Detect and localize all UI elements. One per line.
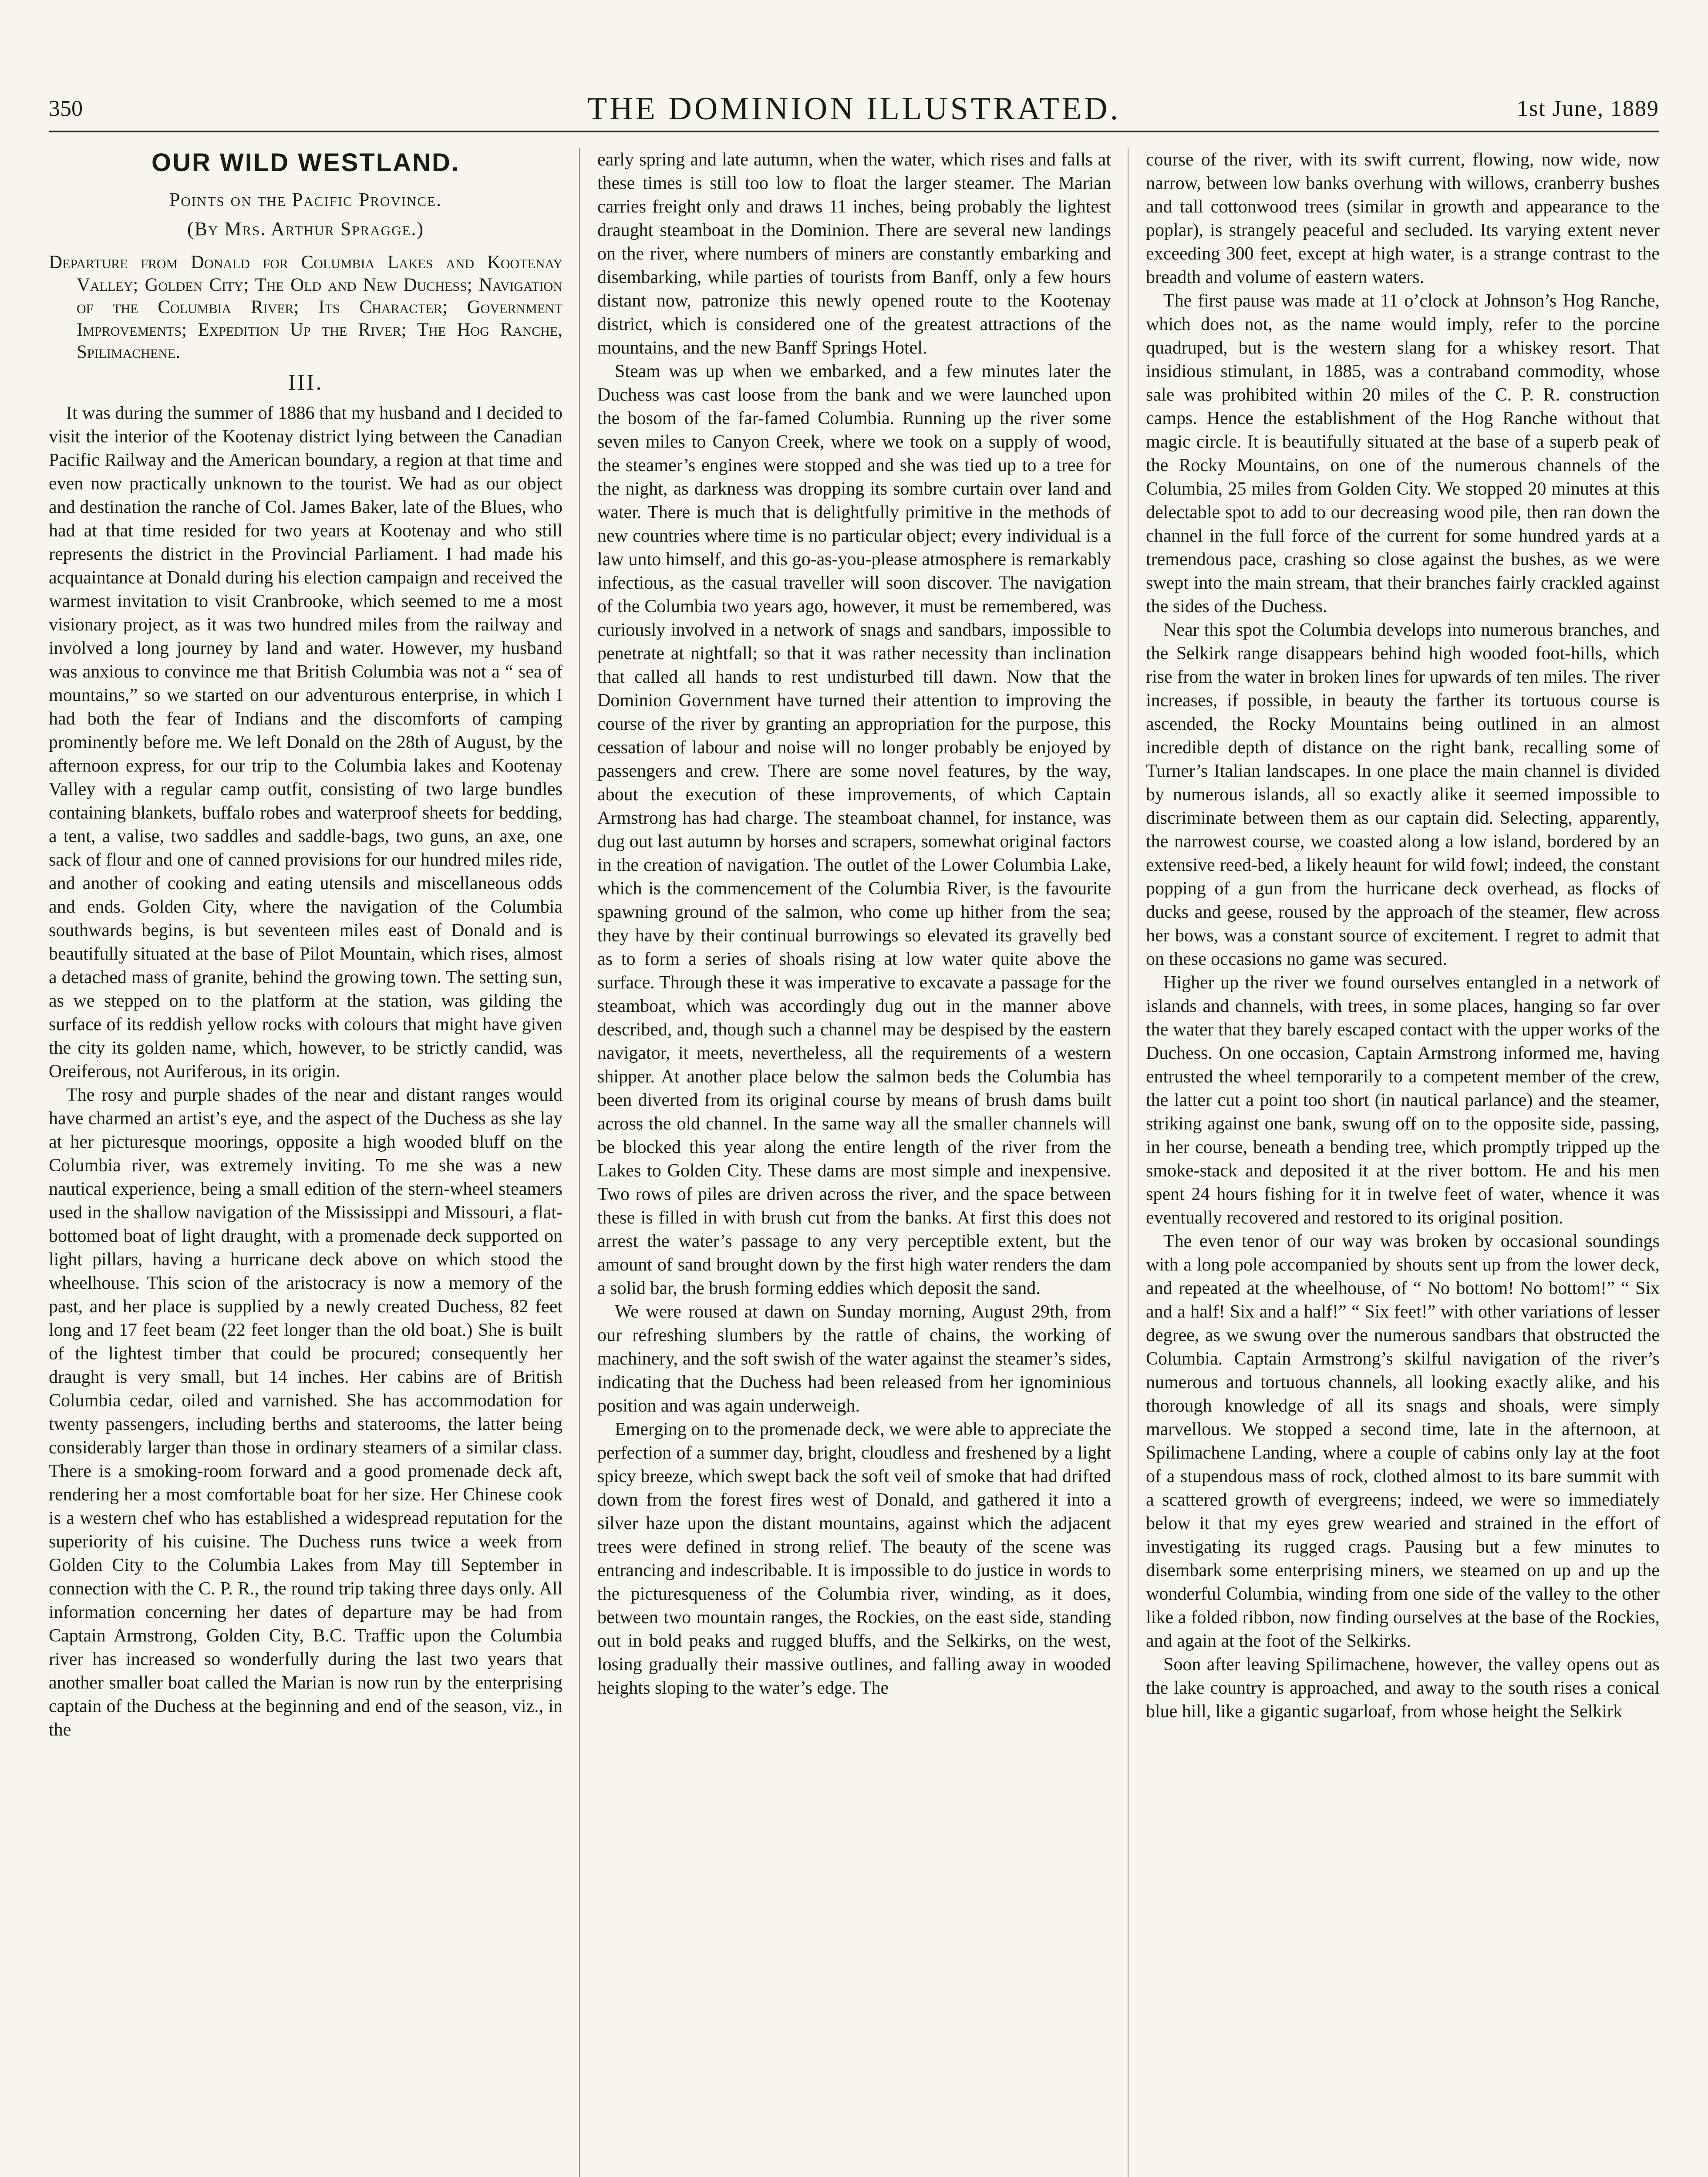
article-subtitle: Points on the Pacific Province. [169,189,442,210]
paragraph: course of the river, with its swift current, flowing, now wide, now narrow, between low banks overhung with willows, cranberry bushes and tall cottonwood trees (similar in growth and appearance to the poplar), is strangely peaceful and secluded. Its varying extent never exceeding 300 feet, except at high water, is a strange contrast to the breadth and volume of eastern waters. [1146,150,1660,287]
issue-date: 1st June, 1889 [1517,96,1659,121]
running-head [49,91,1659,125]
paragraph: Higher up the river we found ourselves entangled in a network of islands and channels, with trees, in some places, hanging so far over the water that they barely escaped contact with the upper works of the Duchess. On one occasion, Captain Armstrong informed me, having entrusted the wheel temporarily to a competent member of the crew, the latter cut a point too short (in nautical parlance) and the steamer, striking against one bank, swung off on to the opposite side, passing, in her course, beneath a bending tree, which promptly tripped up the smoke-stack and deposited it at the river bottom. He and his men spent 24 hours fishing for it in twelve feet of water, whence it was eventually recovered and restored to its original position. [1146,973,1660,1228]
column-2 [597,148,1111,2177]
paragraph: Steam was up when we embarked, and a few minutes later the Duchess was cast loose from the bank and we were launched upon the bosom of the far-famed Columbia. Running up the river some seven miles to Canyon Creek, where we took on a supply of wood, the steamer’s engines were stopped and she was tied up to a tree for the night, as darkness was dropping its sombre curtain over land and water. There is much that is delightfully primitive in the methods of new countries where time is no particular object; every individual is a law unto himself, and this go-as-you-please atmosphere is remarkably infectious, as the casual traveller will soon discover. The navigation of the Columbia two years ago, however, it must be remembered, was curiously involved in a network of snags and sandbars, impossible to penetrate at nightfall; so that it was rather necessity than inclination that called all hands to rest undisturbed till dawn. Now that the Dominion Government have turned their attention to improving the course of the river by granting an appropriation for the purpose, this cessation of labour and noise will no longer probably be enjoyed by passengers and crew. There are some novel features, by the way, about the execution of these improvements, of which Captain Armstrong has had charge. The steamboat channel, for instance, was dug out last autumn by horses and scrapers, somewhat original factors in the creation of navigation. The outlet of the Lower Columbia Lake, which is the commencement of the Columbia River, is the favourite spawning ground of the salmon, who come up hither from the sea; they have by their continual burrowings so elevated its gravelly bed as to form a series of shoals rising at low water quite above the surface. Through these it was imperative to excavate a passage for the steamboat, which was accordingly dug out in the manner above described, and, though such a channel may be despised by the eastern navigator, it meets, nevertheless, all the requirements of a western shipper. At another place below the salmon beds the Columbia has been diverted from its original course by means of brush dams built across the old channel. In the same way all the smaller channels will be blocked this year along the entire length of the river from the Lakes to Golden City. These dams are most simple and inexpensive. Two rows of piles are driven across the river, and the space between these is filled in with brush cut from the banks. At first this does not arrest the water’s passage to any very perceptible extent, but the amount of sand brought down by the first high water renders the dam a solid bar, the brush forming eddies which deposit the sand. [597,361,1111,1298]
article-title: OUR WILD WESTLAND. [151,148,460,177]
article-synopsis: Departure from Donald for Columbia Lakes and Kootenay Valley; Golden City; The Old and New Duchess; Navigation of the Columbia River; Its Character; Government Improvements; Expedition Up the River; The Hog Ranche, Spilimachene. [49,252,563,363]
paragraph: Soon after leaving Spilimachene, however, the valley opens out as the lake country is approached, and away to the south rises a conical blue hill, like a gigantic sugarloaf, from whose height the Selkirk [1146,1655,1660,1722]
paragraph: The first pause was made at 11 o’clock at Johnson’s Hog Ranche, which does not, as the name would imply, refer to the porcine quadruped, but is the western slang for a whiskey resort. That insidious stimulant, in 1885, was a contraband commodity, whose sale was prohibited within 20 miles of the C. P. R. construction camps. Hence the establishment of the Hog Ranche without that magic circle. It is beautifully situated at the base of a superb peak of the Rocky Mountains, on one of the numerous channels of the Columbia, 25 miles from Golden City. We stopped 20 minutes at this delectable spot to add to our decreasing wood pile, then ran down the channel in the full force of the current for some hundred yards at a tremendous pace, crashing so close against the bushes, as we were swept into the main stream, that their branches fairly crackled against the sides of the Duchess. [1146,291,1660,617]
paragraph: Near this spot the Columbia develops into numerous branches, and the Selkirk range disappears behind high wooded foot-hills, which rise from the water in broken lines for upwards of ten miles. The river increases, if possible, in beauty the farther its tortuous course is ascended, the Rocky Mountains being outlined in an almost incredible depth of distance on the right bank, recalling some of Turner’s Italian landscapes. In one place the main channel is divided by numerous islands, all so exactly alike it seemed impossible to discriminate between them as our captain did. Selecting, apparently, the narrowest course, we coasted along a low island, bordered by an extensive reed-bed, a likely heaunt for wild fowl; indeed, the constant popping of a gun from the hurricane deck overhead, as flocks of ducks and geese, roused by the approach of the steamer, flew across her bows, was a constant source of excitement. I regret to admit that on these occasions no game was secured. [1146,620,1660,969]
column-3 [1146,148,1660,2177]
header-rule [49,131,1659,132]
page-number: 350 [49,96,83,121]
article-byline: (By Mrs. Arthur Spragge.) [187,218,424,239]
paragraph: We were roused at dawn on Sunday morning, August 29th, from our refreshing slumbers by the rattle of chains, the working of machinery, and the soft swish of the water against the steamer’s sides, indicating that the Duchess had been released from her ignominious position and was again underweigh. [597,1302,1111,1416]
column-rule [579,148,580,2177]
paragraph: The even tenor of our way was broken by occasional soundings with a long pole accompanied by shouts sent up from the lower deck, and repeated at the wheelhouse, of “ No bottom! No bottom!” “ Six and a half! Six and a half!” “ Six feet!” with other variations of lesser degree, as we swung over the numerous sandbars that obstructed the Columbia. Captain Armstrong’s skilful navigation of the river’s numerous and tortuous channels, all looking exactly alike, and his thorough knowledge of all its snags and shoals, were simply marvellous. We stopped a second time, late in the afternoon, at Spilimachene Landing, where a couple of cabins only lay at the foot of a stupendous mass of rock, clothed almost to its bare summit with a scattered growth of evergreens; indeed, we were so immediately below it that my eyes grew wearied and strained in the effort of investigating its rugged crags. Pausing but a few minutes to disembark some enterprising miners, we steamed on up and up the wonderful Columbia, winding from one side of the valley to the other like a folded ribbon, now finding ourselves at the base of the Rockies, and again at the foot of the Selkirks. [1146,1231,1660,1651]
paragraph: early spring and late autumn, when the water, which rises and falls at these times is still too low to float the larger steamer. The Marian carries freight only and draws 11 inches, being probably the lightest draught steamboat in the Dominion. There are several new landings on the river, where numbers of miners are constantly embarking and disembarking, while parties of tourists from Banff, only a few hours distant now, patronize this newly opened route to the Kootenay district, which is considered one of the greatest attractions of the mountains, and the new Banff Springs Hotel. [597,150,1111,358]
masthead: THE DOMINION ILLUSTRATED. [587,91,1121,127]
column-1 [49,148,563,2177]
part-number: III. [288,370,323,395]
paragraph: The rosy and purple shades of the near and distant ranges would have charmed an artist’s eye, and the aspect of the Duchess as she lay at her picturesque moorings, opposite a high wooded bluff on the Columbia river, was extremely inviting. To me she was a new nautical experience, being a small edition of the stern-wheel steamers used in the shallow navigation of the Mississippi and Missouri, a flat-bottomed boat of light draught, with a promenade deck supported on light pillars, having a hurricane deck above on which stood the wheelhouse. This scion of the aristocracy is now a memory of the past, and her place is supplied by a newly created Duchess, 82 feet long and 17 feet beam (22 feet longer than the old boat.) She is built of the lightest timber that could be procured; consequently her draught is very small, but 14 inches. Her cabins are of British Columbia cedar, oiled and varnished. She has accommodation for twenty passengers, including berths and staterooms, the latter being considerably larger than those in ordinary steamers of a similar class. There is a smoking-room forward and a good promenade deck aft, rendering her a most comfortable boat for her size. Her Chinese cook is a western chef who has established a widespread reputation for the superiority of his cuisine. The Duchess runs twice a week from Golden City to the Columbia Lakes from May till September in connection with the C. P. R., the round trip taking three days only. All information concerning her dates of departure may be had from Captain Armstrong, Golden City, B.C. Traffic upon the Columbia river has increased so wonderfully during the last two years that another smaller boat called the Marian is now run by the enterprising captain of the Duchess at the beginning and end of the season, viz., in the [49,1085,563,1740]
paragraph: Emerging on to the promenade deck, we were able to appreciate the perfection of a summer day, bright, cloudless and freshened by a light spicy breeze, which swept back the soft veil of smoke that had drifted down from the forest fires west of Donald, and gathered it into a silver haze upon the distant mountains, against which the adjacent trees were defined in strong relief. The beauty of the scene was entrancing and indescribable. It is impossible to do justice in words to the picturesqueness of the Columbia river, winding, as it does, between two mountain ranges, the Rockies, on the east side, standing out in bold peaks and rugged bluffs, and the Selkirks, on the west, losing gradually their massive outlines, and falling away in wooded heights sloping to the water’s edge. The [597,1419,1111,1698]
column-rule [1128,148,1129,2177]
paragraph: It was during the summer of 1886 that my husband and I decided to visit the interior of the Kootenay district lying between the Canadian Pacific Railway and the American boundary, a region at that time and even now practically unknown to the tourist. We had as our object and destination the ranche of Col. James Baker, late of the Blues, who had at that time resided for two years at Kootenay and who still represents the district in the Provincial Parliament. I had made his acquaintance at Donald during his election campaign and received the warmest invitation to visit Cranbrooke, which seemed to me a most visionary project, as it was two hundred miles from the railway and involved a long journey by land and water. However, my husband was anxious to convince me that British Columbia was not a “ sea of mountains,” so we started on our adventurous enterprise, in which I had both the fear of Indians and the discomforts of camping prominently before me. We left Donald on the 28th of August, by the afternoon express, for our trip to the Columbia lakes and Kootenay Valley with a regular camp outfit, consisting of two large bundles containing blankets, buffalo robes and waterproof sheets for bedding, a tent, a valise, two saddles and saddle-bags, two guns, an axe, one sack of flour and one of canned provisions for our hundred miles ride, and another of cooking and eating utensils and miscellaneous odds and ends. Golden City, where the navigation of the Columbia southwards begins, is but seventeen miles east of Donald and is beautifully situated at the base of Pilot Mountain, which rises, almost a detached mass of granite, behind the growing town. The setting sun, as we stepped on to the platform at the station, was gilding the surface of its reddish yellow rocks with colours that might have given the city its golden name, which, however, to be strictly candid, was Oreiferous, not Auriferous, in its origin. [49,403,563,1082]
